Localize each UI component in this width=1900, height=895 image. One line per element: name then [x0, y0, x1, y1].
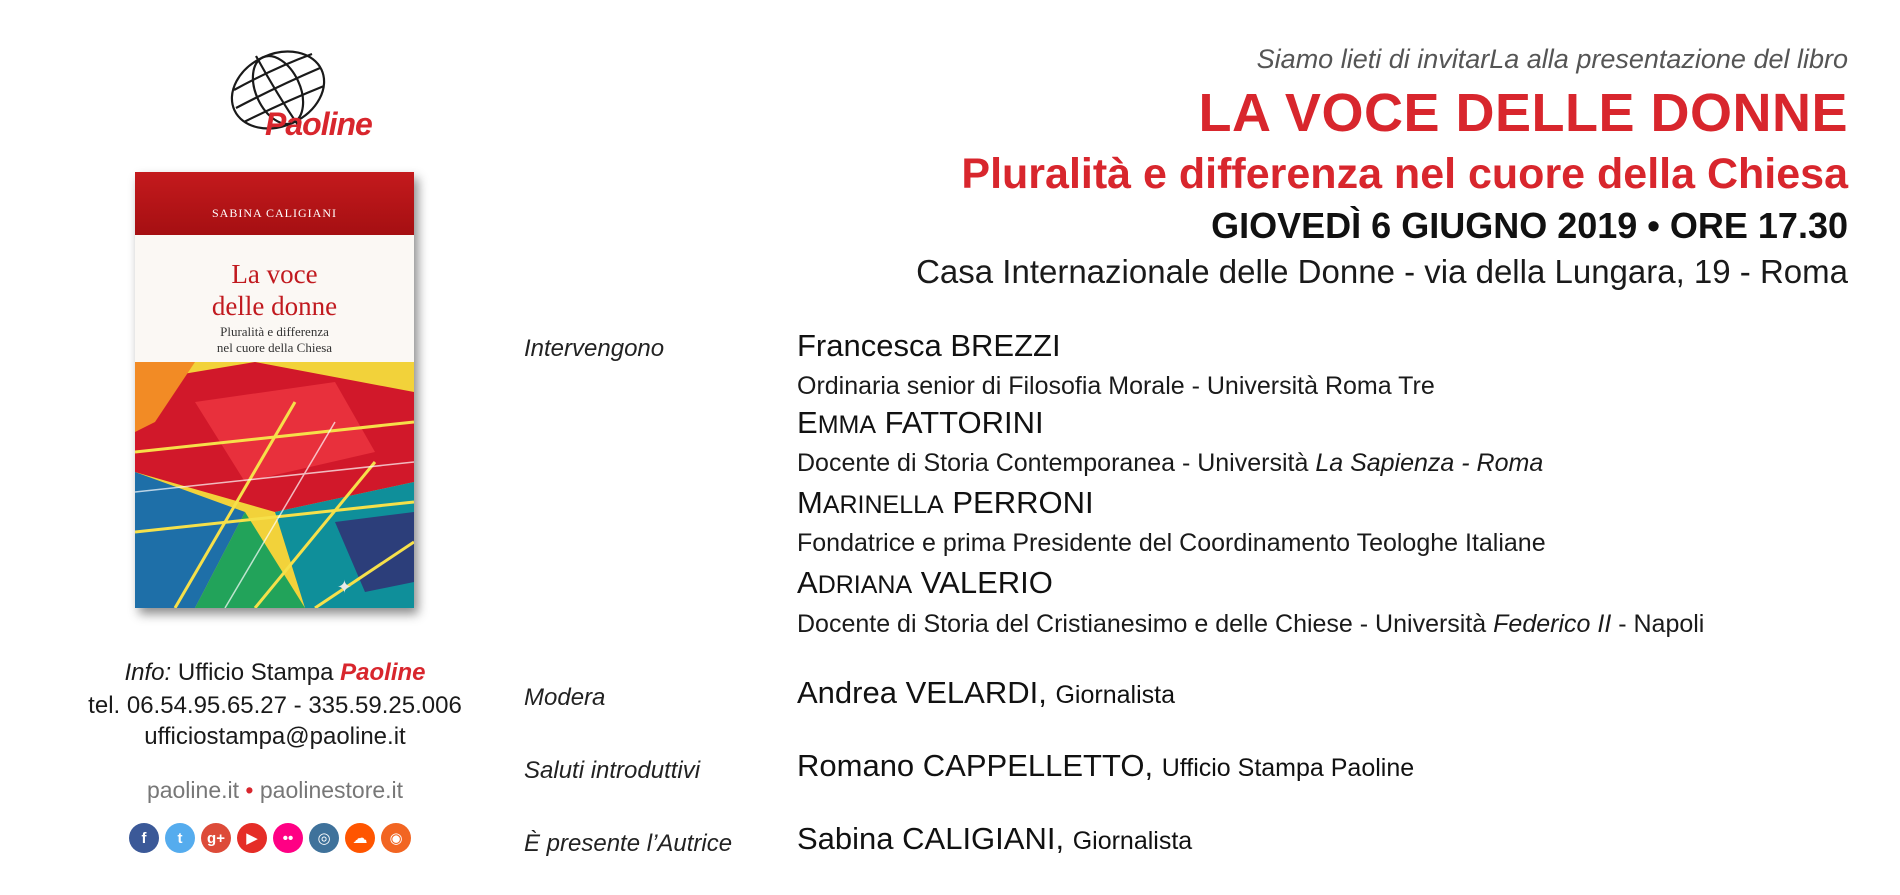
intervengono-label: Intervengono	[524, 335, 665, 362]
speaker-description: Ordinaria senior di Filosofia Morale - Università Roma Tre	[797, 372, 1435, 400]
paoline-logo	[208, 46, 372, 150]
book-title-line2: delle donne	[211, 291, 338, 321]
book-subtitle	[135, 324, 414, 356]
book-author: SABINA CALIGIANI	[212, 206, 337, 220]
book-publisher-icon: ✦	[336, 577, 352, 597]
facebook-icon[interactable]: f	[129, 823, 159, 853]
speaker-name	[797, 405, 1044, 441]
target-icon[interactable]: ◉	[381, 823, 411, 853]
google-plus-icon[interactable]: g+	[201, 823, 231, 853]
moderator-name: Andrea VELARDI,	[797, 675, 1047, 710]
speaker-description	[797, 610, 1704, 639]
speaker-first-rest: ARINELLA	[822, 491, 944, 519]
speaker-desc-text: Docente di Storia del Cristianesimo e delle Chiese - Università	[797, 610, 1494, 638]
speaker-first-initial: E	[797, 405, 818, 440]
speaker-name	[797, 565, 1053, 601]
info-label: Info:	[124, 659, 172, 686]
speaker-first-rest: MMA	[817, 411, 877, 439]
speaker-desc-suffix: - Napoli	[1611, 610, 1705, 638]
book-title	[135, 258, 414, 322]
speaker-first-initial: M	[797, 485, 823, 520]
saluti-label: Saluti introduttivi	[524, 757, 701, 784]
event-subtitle: Pluralità e differenza nel cuore della Chiesa	[961, 150, 1848, 198]
event-datetime: GIOVEDÌ 6 GIUGNO 2019 • ORE 17.30	[1211, 205, 1848, 246]
website-links	[40, 777, 510, 804]
logo-wordmark: Paoline	[265, 106, 372, 142]
book-subtitle-line1: Pluralità e differenza	[220, 324, 329, 339]
site-link-paoline[interactable]: paoline.it	[146, 777, 240, 803]
press-office-line	[40, 659, 510, 687]
book-cover-artwork	[135, 362, 414, 608]
info-office: Ufficio Stampa	[177, 659, 334, 686]
speaker-description	[797, 449, 1543, 478]
site-link-paolinestore[interactable]: paolinestore.it	[259, 777, 404, 803]
author-present	[797, 821, 1192, 857]
speaker-last-name: PERRONI	[952, 485, 1094, 520]
author-role: Giornalista	[1072, 827, 1193, 855]
info-phone: tel. 06.54.95.65.27 - 335.59.25.006	[88, 692, 462, 719]
social-icons	[120, 823, 420, 853]
speaker-desc-italic: La Sapienza - Roma	[1315, 449, 1544, 477]
greetings-name: Romano CAPPELLETTO,	[797, 748, 1154, 783]
moderator	[797, 675, 1175, 711]
book-title-line1: La voce	[231, 259, 318, 289]
book-cover-band	[135, 172, 414, 235]
soundcloud-icon[interactable]: ☁	[345, 823, 375, 853]
speaker-first-rest: DRIANA	[817, 571, 913, 599]
speaker-last-name: VALERIO	[920, 565, 1053, 600]
greetings-speaker	[797, 748, 1414, 784]
speaker-first-name: Francesca	[797, 328, 942, 363]
speaker-desc-text: Docente di Storia Contemporanea - Università	[797, 449, 1316, 477]
event-title: LA VOCE DELLE DONNE	[1198, 83, 1848, 143]
speaker-name	[797, 485, 1094, 521]
author-name: Sabina CALIGIANI,	[797, 821, 1065, 856]
speaker-description: Fondatrice e prima Presidente del Coordinamento Teologhe Italiane	[797, 529, 1546, 557]
flickr-icon[interactable]: ••	[273, 823, 303, 853]
speaker-desc-italic: Federico II	[1493, 610, 1612, 638]
site-separator: •	[245, 777, 254, 803]
greetings-role: Ufficio Stampa Paoline	[1161, 754, 1415, 782]
speaker-last-name: BREZZI	[950, 328, 1061, 363]
instagram-icon[interactable]: ◎	[309, 823, 339, 853]
autrice-label: È presente l’Autrice	[524, 830, 733, 857]
info-email[interactable]: ufficiostampa@paoline.it	[144, 723, 406, 750]
speaker-last-name: FATTORINI	[884, 405, 1044, 440]
book-subtitle-line2: nel cuore della Chiesa	[216, 340, 333, 355]
invitation-line: Siamo lieti di invitarLa alla presentazione del libro	[1256, 44, 1848, 74]
book-cover	[135, 172, 414, 608]
speaker-first-initial: A	[797, 565, 818, 600]
twitter-icon[interactable]: t	[165, 823, 195, 853]
info-brand: Paoline	[340, 659, 426, 686]
modera-label: Modera	[524, 684, 606, 711]
moderator-role: Giornalista	[1055, 681, 1175, 709]
speaker-name	[797, 328, 1061, 364]
youtube-icon[interactable]: ▶	[237, 823, 267, 853]
event-venue: Casa Internazionale delle Donne - via della Lungara, 19 - Roma	[916, 253, 1848, 290]
